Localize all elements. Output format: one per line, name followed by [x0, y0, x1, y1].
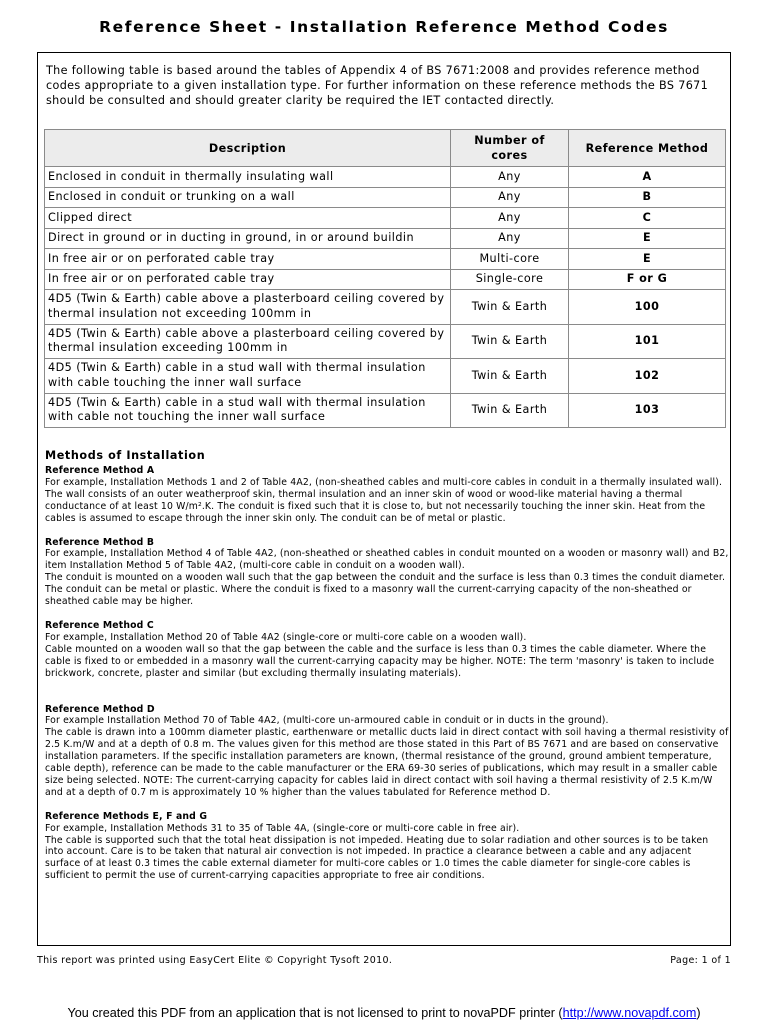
row-cores: Any: [451, 228, 569, 249]
watermark-end: ): [696, 1006, 701, 1020]
row-description: 4D5 (Twin & Earth) cable above a plasterboard ceiling covered by thermal insulation exceeding 100mm in: [45, 324, 451, 359]
table-row: [45, 269, 726, 290]
method-b-block: [45, 537, 729, 608]
row-cores: Twin & Earth: [451, 359, 569, 394]
method-c-text: Cable mounted on a wooden wall so that the gap between the cable and the surface is less than 0.3 times the cable diameter. Where the cable is fixed to or embedded in a masonry wall the current-carrying capacity may be higher. NOTE: The term 'masonry' is taken to include brickwork, concrete, plaster and similar (but excluding thermally insulating materials).: [45, 643, 715, 679]
method-efg-text: The cable is supported such that the total heat dissipation is not impeded. Heating due to solar radiation and other sources is to be taken into account. Care is to be taken that natural air convection is not impeded. In practice a clearance between a cable and any adjacent surface of at least 0.3 times the cable external diameter for multi-core cables or 1.0 times the cable diameter for single-core cables is sufficient to permit the use of current-carrying capacities appropriate to free air conditions.: [45, 834, 709, 882]
header-reference-method: Reference Method: [569, 130, 726, 167]
table-row: [45, 249, 726, 270]
row-description: Direct in ground or in ducting in ground, in or around buildin: [45, 228, 451, 249]
row-method: F or G: [569, 269, 726, 290]
method-c-block: [45, 620, 729, 680]
methods-section: [45, 465, 729, 882]
row-method: A: [569, 167, 726, 188]
reference-table: [44, 129, 726, 428]
row-cores: Any: [451, 208, 569, 229]
header-description: Description: [45, 130, 451, 167]
table-header-row: [45, 130, 726, 167]
method-b-text: For example, Installation Method 4 of Table 4A2, (non-sheathed or sheathed cables in conduit mounted on a wooden or masonry wall) and B2, item Installation Method 5 of Table 4A2, (multi-core cable in conduit on a wooden wall).: [45, 548, 729, 572]
row-description: In free air or on perforated cable tray: [45, 249, 451, 270]
row-cores: Single-core: [451, 269, 569, 290]
row-cores: Twin & Earth: [451, 393, 569, 428]
method-b-heading: Reference Method B: [45, 536, 155, 548]
table-row: [45, 324, 726, 359]
table-row: [45, 228, 726, 249]
row-cores: Multi-core: [451, 249, 569, 270]
footer-page-number: Page: 1 of 1: [670, 955, 731, 966]
row-method: C: [569, 208, 726, 229]
row-method: B: [569, 187, 726, 208]
table-row: [45, 167, 726, 188]
method-a-text: The wall consists of an outer weatherproof skin, thermal insulation and an inner skin of wood or wood-like material having a thermal conductance of at least 10 W/m².K. The conduit is fixed such that it is close to, but not necessarily touching the inner skin. Heat from the cables is assumed to escape through the inner skin only. The conduit can be of metal or plastic.: [45, 488, 706, 524]
row-cores: Twin & Earth: [451, 324, 569, 359]
table-row: [45, 187, 726, 208]
row-method: E: [569, 228, 726, 249]
header-number-of-cores: Number of cores: [451, 130, 569, 167]
row-description: In free air or on perforated cable tray: [45, 269, 451, 290]
method-d-text: For example Installation Method 70 of Table 4A2, (multi-core un-armoured cable in conduit or in ducts in the ground).: [45, 715, 609, 727]
row-description: 4D5 (Twin & Earth) cable above a plasterboard ceiling covered by thermal insulation not exceeding 100mm in: [45, 290, 451, 325]
row-description: 4D5 (Twin & Earth) cable in a stud wall with thermal insulation with cable touching the inner wall surface: [45, 359, 451, 394]
method-efg-heading: Reference Methods E, F and G: [45, 810, 208, 822]
row-cores: Any: [451, 167, 569, 188]
row-method: 100: [569, 290, 726, 325]
method-b-text: The conduit is mounted on a wooden wall such that the gap between the conduit and the surface is less than 0.3 times the conduit diameter. The conduit can be metal or plastic. Where the conduit is fixed to a masonry wall the current-carrying capacity of the non-sheathed or sheathed cable may be higher.: [45, 572, 726, 608]
method-d-text: The cable is drawn into a 100mm diameter plastic, earthenware or metallic ducts laid in direct contact with soil having a thermal resistivity of 2.5 K.m/W and at a depth of 0.8 m. The values given for this method are those stated in this Part of BS 7671 and are based on conservative installation parameters. If the specific installation parameters are known, (thermal resistance of the ground, ground ambient temperature, cable depth), reference can be made to the cable manufacturer or the ERA 69-30 series of publications, which may result in a smaller cable size being selected. NOTE: The current-carrying capacity for cables laid in direct contact with soil having a thermal resistivity of 2.5 K.m/W and at a depth of 0.7 m is approximately 10 % higher than the values tabulated for Reference method D.: [45, 727, 729, 798]
method-a-heading: Reference Method A: [45, 465, 155, 476]
row-method: 103: [569, 393, 726, 428]
table-row: [45, 290, 726, 325]
method-a-block: [45, 465, 729, 525]
row-method: 102: [569, 359, 726, 394]
methods-heading: Methods of Installation: [45, 449, 206, 462]
table-row: [45, 359, 726, 394]
watermark-text: You created this PDF from an application that is not licensed to print to novaPDF printer (: [67, 1006, 563, 1020]
row-description: Enclosed in conduit or trunking on a wall: [45, 187, 451, 208]
novapdf-watermark: [0, 1006, 768, 1020]
method-c-text: For example, Installation Method 20 of Table 4A2 (single-core or multi-core cable on a wooden wall).: [45, 631, 527, 643]
table-row: [45, 393, 726, 428]
intro-paragraph: The following table is based around the tables of Appendix 4 of BS 7671:2008 and provides reference method codes appropriate to a given installation type. For further information on these reference methods the BS 7671 should be consulted and should greater clarity be required the IET contacted directly.: [46, 64, 709, 107]
content-frame: [37, 52, 731, 946]
row-description: Enclosed in conduit in thermally insulating wall: [45, 167, 451, 188]
row-description: Clipped direct: [45, 208, 451, 229]
row-description: 4D5 (Twin & Earth) cable in a stud wall with thermal insulation with cable not touching the inner wall surface: [45, 393, 451, 428]
table-row: [45, 208, 726, 229]
row-method: E: [569, 249, 726, 270]
method-c-heading: Reference Method C: [45, 619, 154, 631]
method-d-block: [45, 704, 729, 799]
method-d-heading: Reference Method D: [45, 703, 155, 715]
method-efg-block: [45, 811, 729, 882]
page-title: Reference Sheet - Installation Reference Method Codes: [99, 18, 669, 36]
row-cores: Twin & Earth: [451, 290, 569, 325]
novapdf-link[interactable]: http://www.novapdf.com: [562, 1006, 697, 1020]
method-efg-text: For example, Installation Methods 31 to 35 of Table 4A, (single-core or multi-core cable in free air).: [45, 822, 520, 834]
footer-copyright: This report was printed using EasyCert Elite © Copyright Tysoft 2010.: [37, 955, 393, 966]
method-a-text: For example, Installation Methods 1 and 2 of Table 4A2, (non-sheathed cables and multi-core cables in conduit in a thermally insulated wall).: [45, 476, 723, 488]
row-cores: Any: [451, 187, 569, 208]
row-method: 101: [569, 324, 726, 359]
